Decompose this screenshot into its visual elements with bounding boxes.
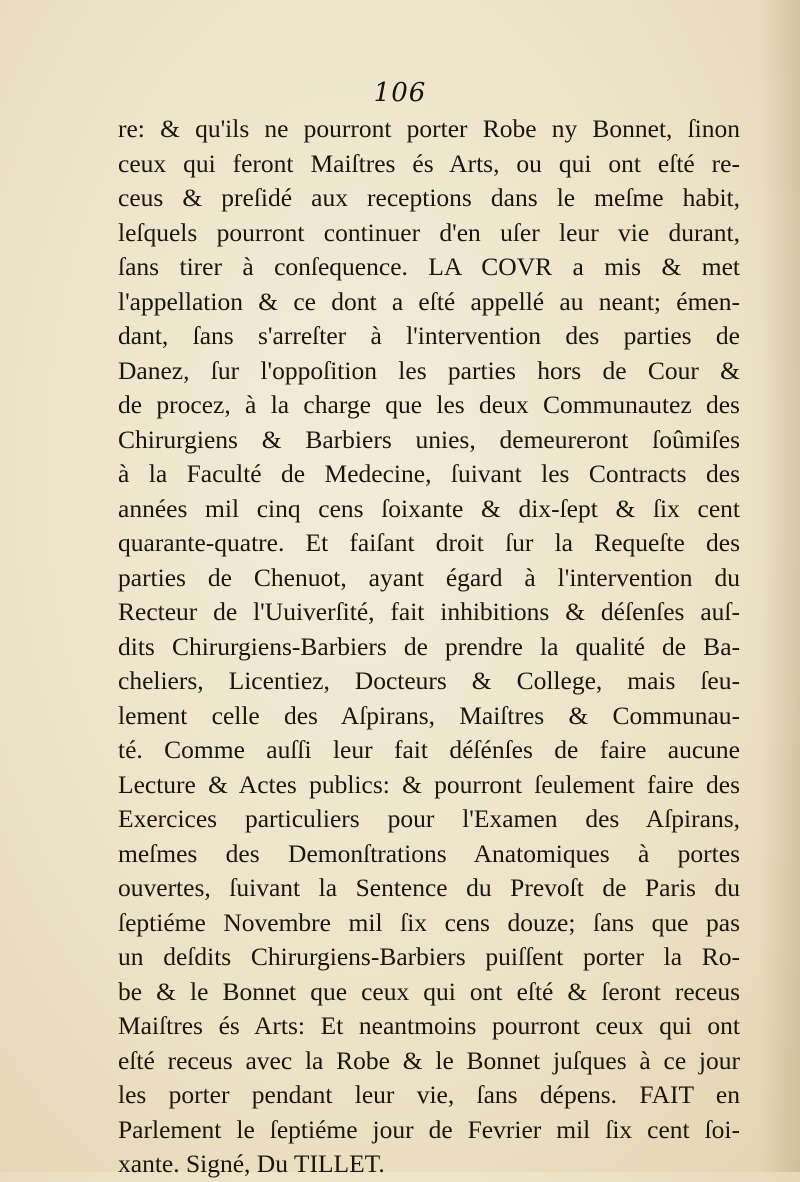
text-line-signature: xante. Signé, Du TILLET.	[118, 1149, 385, 1178]
text-line: de procez, à la charge que les deux Communautez des	[118, 390, 740, 419]
text-line: ſans tirer à conſequence. LA COVR a mis & met	[118, 252, 740, 281]
text-line: années mil cinq cens ſoixante & dix-ſept & ſix cent	[118, 493, 740, 523]
text-line: dits Chirurgiens-Barbiers de prendre la qualité de Ba-	[118, 631, 740, 661]
text-line: ceus & preſidé aux receptions dans le meſme habit,	[118, 183, 740, 212]
text-line: l'appellation & ce dont a eſté appellé au neant; émen-	[118, 286, 740, 316]
text-line: les porter pendant leur vie, ſans dépens. FAIT en	[118, 1080, 740, 1109]
text-line: Maiſtres és Arts: Et neantmoins pourront ceux qui ont	[118, 1011, 740, 1040]
text-line: Recteur de l'Uuiverſité, fait inhibitions & déſenſes auſ-	[118, 597, 740, 626]
text-line: Parlement le ſeptiéme jour de Fevrier mil ſix cent ſoi-	[118, 1114, 740, 1144]
text-line: Exercices particuliers pour l'Examen des Aſpirans,	[118, 804, 740, 833]
body-text	[118, 112, 740, 1182]
text-line: dant, ſans s'arreſter à l'intervention des parties de	[118, 321, 740, 350]
text-line: quarante-quatre. Et faiſant droit ſur la Requeſte des	[118, 528, 740, 557]
page-number: 106	[373, 78, 427, 108]
text-line: Chirurgiens & Barbiers unies, demeureront ſoûmiſes	[118, 424, 740, 454]
text-line: ouvertes, ſuivant la Sentence du Prevoſt de Paris du	[118, 873, 740, 902]
text-line: re: & qu'ils ne pourront porter Robe ny Bonnet, ſinon	[118, 114, 740, 143]
text-line: ceux qui feront Maiſtres és Arts, ou qui ont eſté re-	[118, 148, 740, 178]
text-line: cheliers, Licentiez, Docteurs & College, mais ſeu-	[118, 666, 740, 695]
text-line: Lecture & Actes publics: & pourront ſeulement faire des	[118, 769, 740, 799]
text-line: meſmes des Demonſtrations Anatomiques à portes	[118, 838, 740, 868]
text-line: lement celle des Aſpirans, Maiſtres & Communau-	[118, 700, 740, 730]
text-line: ſeptiéme Novembre mil ſix cens douze; ſans que pas	[118, 907, 740, 937]
text-line: eſté receus avec la Robe & le Bonnet juſques à ce jour	[118, 1045, 740, 1075]
text-line: be & le Bonnet que ceux qui ont eſté & ſeront receus	[118, 976, 740, 1006]
text-line: Danez, ſur l'oppoſition les parties hors de Cour &	[118, 355, 740, 385]
text-line: leſquels pourront continuer d'en uſer leur vie durant,	[118, 217, 740, 247]
text-line: un deſdits Chirurgiens-Barbiers puiſſent porter la Ro-	[118, 942, 740, 971]
text-line: parties de Chenuot, ayant égard à l'intervention du	[118, 562, 740, 592]
page-edge-shadow	[760, 0, 800, 1172]
text-line: à la Faculté de Medecine, ſuivant les Contracts des	[118, 459, 740, 488]
text-line: té. Comme auſſi leur fait déſénſes de faire aucune	[118, 735, 740, 764]
